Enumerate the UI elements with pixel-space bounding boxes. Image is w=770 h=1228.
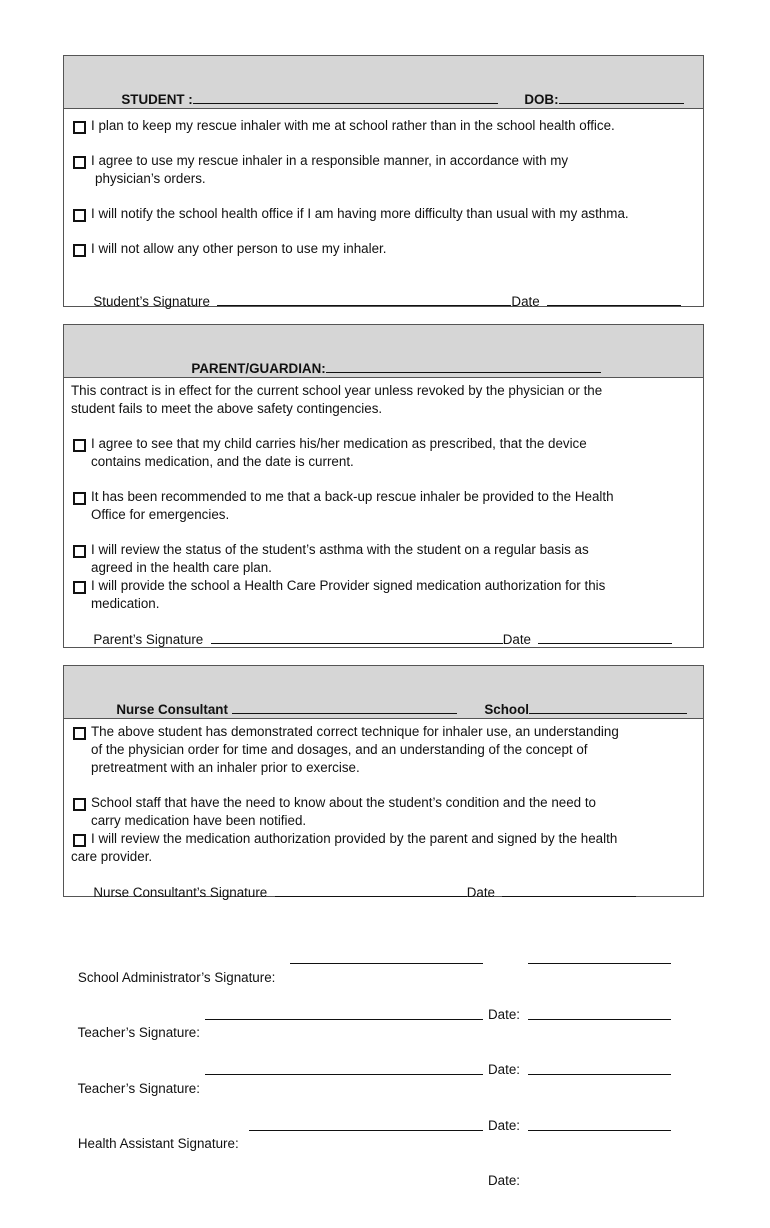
checkbox[interactable]: [73, 244, 86, 257]
parent-section: [63, 324, 704, 648]
parent-signature-row: [71, 613, 696, 667]
nurse-school-label: School: [484, 702, 529, 717]
nurse-section: [63, 665, 704, 900]
date-field[interactable]: [528, 1062, 671, 1075]
nurse-item-continuation: care provider.: [71, 849, 153, 864]
nurse-date-field[interactable]: [502, 884, 636, 897]
checkbox[interactable]: [73, 492, 86, 505]
signature-label: School Administrator’s Signature:: [77, 969, 276, 985]
student-item: I agree to use my rescue inhaler in a responsible manner, in accordance with my physician’s orders.: [71, 152, 696, 188]
nurse-date-label: Date: [466, 885, 496, 900]
signature-field[interactable]: [249, 1118, 483, 1131]
student-signature-label: Student’s Signature: [93, 294, 210, 309]
nurse-signature-row: [71, 866, 696, 920]
checkbox[interactable]: [73, 439, 86, 452]
student-date-field[interactable]: [547, 293, 681, 306]
date-label: Date:: [488, 1117, 521, 1133]
dob-field[interactable]: [559, 91, 684, 104]
checkbox[interactable]: [73, 798, 86, 811]
checkbox[interactable]: [73, 156, 86, 169]
signature-block: [63, 913, 521, 1188]
student-signature-field[interactable]: [217, 293, 511, 306]
signature-field[interactable]: [205, 1007, 483, 1020]
dob-label: DOB:: [524, 92, 559, 107]
signature-label: Health Assistant Signature:: [77, 1136, 239, 1151]
signature-row: [63, 1117, 521, 1188]
parent-signature-label: Parent’s Signature: [93, 632, 204, 647]
parent-signature-field[interactable]: [211, 631, 503, 644]
parent-date-field[interactable]: [538, 631, 672, 644]
nurse-signature-label: Nurse Consultant’s Signature: [93, 885, 268, 900]
parent-intro: This contract is in effect for the current school year unless revoked by the physician or the student fails to meet the above safety contingencies.: [71, 383, 603, 416]
date-field[interactable]: [528, 951, 671, 964]
date-label: Date:: [488, 1062, 521, 1077]
nurse-item: The above student has demonstrated correct technique for inhaler use, an understanding of the physician order for time and dosages, and an understanding of the concept of pretreatment with an inhaler prior to exercise.: [71, 723, 696, 777]
student-header: [64, 56, 703, 109]
signature-row: [63, 1006, 521, 1077]
signature-label: Teacher’s Signature:: [77, 1025, 200, 1040]
signature-label: Teacher’s Signature:: [77, 1080, 200, 1096]
checkbox[interactable]: [73, 121, 86, 134]
parent-label: PARENT/GUARDIAN:: [191, 361, 326, 376]
checkbox[interactable]: [73, 727, 86, 740]
nurse-header: [64, 666, 703, 719]
nurse-item: School staff that have the need to know about the student’s condition and the need to carry medication have been notified.: [71, 794, 696, 830]
student-signature-row: [71, 275, 696, 329]
signature-row: [63, 1061, 521, 1133]
nurse-signature-field[interactable]: [275, 884, 467, 897]
nurse-school-field[interactable]: [529, 701, 687, 714]
parent-item: I will provide the school a Health Care Provider signed medication authorization for this medication.: [71, 577, 696, 613]
student-name-label: STUDENT :: [121, 92, 193, 107]
signature-field[interactable]: [290, 951, 483, 964]
date-field[interactable]: [528, 1118, 671, 1131]
signature-row: [63, 950, 521, 1022]
parent-name-field[interactable]: [326, 360, 601, 373]
nurse-consultant-field[interactable]: [232, 701, 457, 714]
parent-header: [64, 325, 703, 378]
parent-item: I agree to see that my child carries his/her medication as prescribed, that the device contains medication, and the date is current.: [71, 435, 696, 471]
parent-item: I will review the status of the student’s asthma with the student on a regular basis as agreed in the health care plan.: [71, 541, 696, 577]
parent-item: It has been recommended to me that a back-up rescue inhaler be provided to the Health Office for emergencies.: [71, 488, 696, 524]
student-date-label: Date: [511, 294, 540, 309]
checkbox[interactable]: [73, 545, 86, 558]
nurse-item: I will review the medication authorization provided by the parent and signed by the health: [71, 830, 696, 848]
checkbox[interactable]: [73, 581, 86, 594]
student-name-field[interactable]: [193, 91, 498, 104]
date-label: Date:: [488, 1006, 521, 1022]
checkbox[interactable]: [73, 209, 86, 222]
signature-field[interactable]: [205, 1062, 483, 1075]
date-field[interactable]: [528, 1007, 671, 1020]
student-section: [63, 55, 704, 307]
student-item: I will notify the school health office if I am having more difficulty than usual with my asthma.: [71, 205, 696, 223]
student-item: I will not allow any other person to use my inhaler.: [71, 240, 696, 258]
parent-date-label: Date: [502, 632, 532, 647]
student-item: I plan to keep my rescue inhaler with me at school rather than in the school health office.: [71, 117, 696, 135]
nurse-consultant-label: Nurse Consultant: [116, 702, 228, 717]
checkbox[interactable]: [73, 834, 86, 847]
date-label: Date:: [488, 1173, 521, 1188]
